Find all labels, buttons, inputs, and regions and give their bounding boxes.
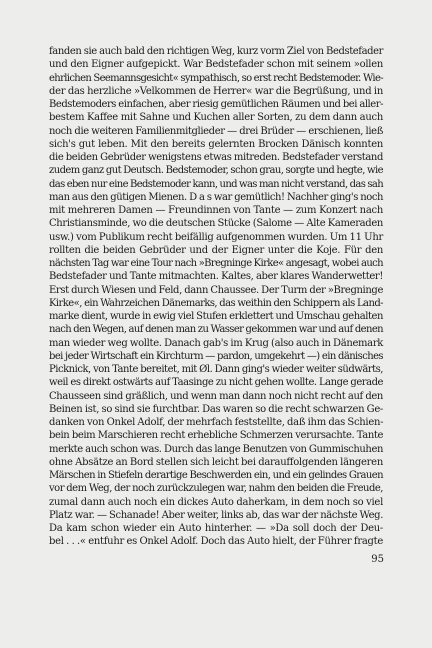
body-text xyxy=(49,45,383,549)
text-line: Bedstefader und Tante mitmachten. Kaltes, aber klares Wanderwetter! xyxy=(49,271,383,283)
text-line: vor dem Weg, der noch zurückzulegen war, nahm den beiden die Freude, xyxy=(49,483,383,495)
text-line: Picknick, von Tante bereitet, mit Øl. Dann ging's wieder weiter südwärts, xyxy=(49,364,383,375)
text-line: bel . . .« entfuhr es Onkel Adolf. Doch das Auto hielt, der Führer fragte xyxy=(49,536,383,548)
text-line: noch die weiteren Familienmitglieder — drei Brüder — erschienen, ließ xyxy=(49,125,383,137)
text-line: sich's gut leben. Mit den bereits gelernten Brocken Dänisch konnten xyxy=(49,138,383,150)
text-line: Märschen in Stiefeln derartige Beschwerden ein, und ein gelindes Grauen xyxy=(49,470,383,481)
text-line: merkte auch schon was. Durch das lange Benutzen von Gummischuhen xyxy=(49,443,383,455)
text-line: Chausseen sind gräßlich, und wenn man dann noch nicht recht auf den xyxy=(49,390,383,402)
text-line: danken von Onkel Adolf, der mehrfach feststellte, daß ihm das Schien- xyxy=(49,417,384,428)
text-line: Beinen ist, so sind sie furchtbar. Das waren so die recht schwarzen Ge- xyxy=(49,403,383,415)
text-line: Christiansminde, wo die deutschen Stücke (Salome — Alte Kameraden xyxy=(49,218,383,230)
text-line: fanden sie auch bald den richtigen Weg, kurz vorm Ziel von Bedstefader xyxy=(49,46,383,57)
text-line: ohne Absätze an Bord stellen sich leicht bei darauffolgenden längeren xyxy=(49,456,383,468)
text-line: nächsten Tag war eine Tour nach »Bregninge Kirke« angesagt, wobei auch xyxy=(49,258,383,269)
text-line: marke dient, wurde in ewig viel Stufen erklettert und Umschau gehalten xyxy=(49,311,383,322)
text-line: man aus den gütigen Mienen. D a s war gemütlich! Nachher ging's noch xyxy=(49,191,383,203)
text-line: bestem Kaffee mit Sahne und Kuchen aller Sorten, zu dem dann auch xyxy=(49,112,383,124)
text-line: bein beim Marschieren recht erhebliche Schmerzen verursachte. Tante xyxy=(49,430,383,442)
page-number: 95 xyxy=(371,554,384,565)
text-line: Bedstemoders einfachen, aber riesig gemütlichen Räumen und bei aller- xyxy=(49,99,383,110)
text-line: mit mehreren Damen — Freundinnen von Tante — zum Konzert nach xyxy=(49,205,383,216)
text-line: Erst durch Wiesen und Feld, dann Chaussee. Der Turm der »Bregninge xyxy=(49,284,383,296)
text-line: man wieder weg wollte. Danach gab's im Krug (also auch in Dänemark xyxy=(49,337,383,349)
text-line: der das herzliche »Velkommen de Herrer« war die Begrüßung, und in xyxy=(49,85,383,97)
text-line: usw.) vom Publikum recht beifällig aufgenommen wurden. Um 11 Uhr xyxy=(49,231,383,243)
text-line: das eben nur eine Bedstemoder kann, und was man nicht verstand, das sah xyxy=(49,178,383,190)
text-line: und den Eigner aufgepickt. War Bedstefader schon mit seinem »ollen xyxy=(49,59,383,71)
text-line: bei jeder Wirtschaft ein Kirchturm — pardon, umgekehrt —) ein dänisches xyxy=(49,350,383,362)
text-line: die beiden Gebrüder wenigstens etwas mitreden. Bedstefader verstand xyxy=(49,152,383,163)
text-line: ehrlichen Seemannsgesicht« sympathisch, so erst recht Bedstemoder. Wie- xyxy=(49,72,383,84)
text-line: zudem ganz gut Deutsch. Bedstemoder, schon grau, sorgte und hegte, wie xyxy=(49,165,383,177)
text-line: rollten die beiden Gebrüder und der Eigner unter die Koje. Für den xyxy=(49,244,383,256)
text-line: weil es direkt ostwärts auf Taasinge zu nicht gehen wollte. Lange gerade xyxy=(49,377,383,389)
text-line: zumal dann auch noch ein dickes Auto daherkam, in dem noch so viel xyxy=(49,496,383,508)
text-line: Da kam schon wieder ein Auto hinterher. — »Da soll doch der Deu- xyxy=(49,523,383,534)
text-line: nach den Wegen, auf denen man zu Wasser gekommen war und auf denen xyxy=(49,324,383,336)
text-line: Platz war. — Schanade! Aber weiter, links ab, das war der nächste Weg. xyxy=(49,509,383,521)
text-line: Kirke«, ein Wahrzeichen Dänemarks, das weithin den Schippern als Land- xyxy=(49,297,383,309)
